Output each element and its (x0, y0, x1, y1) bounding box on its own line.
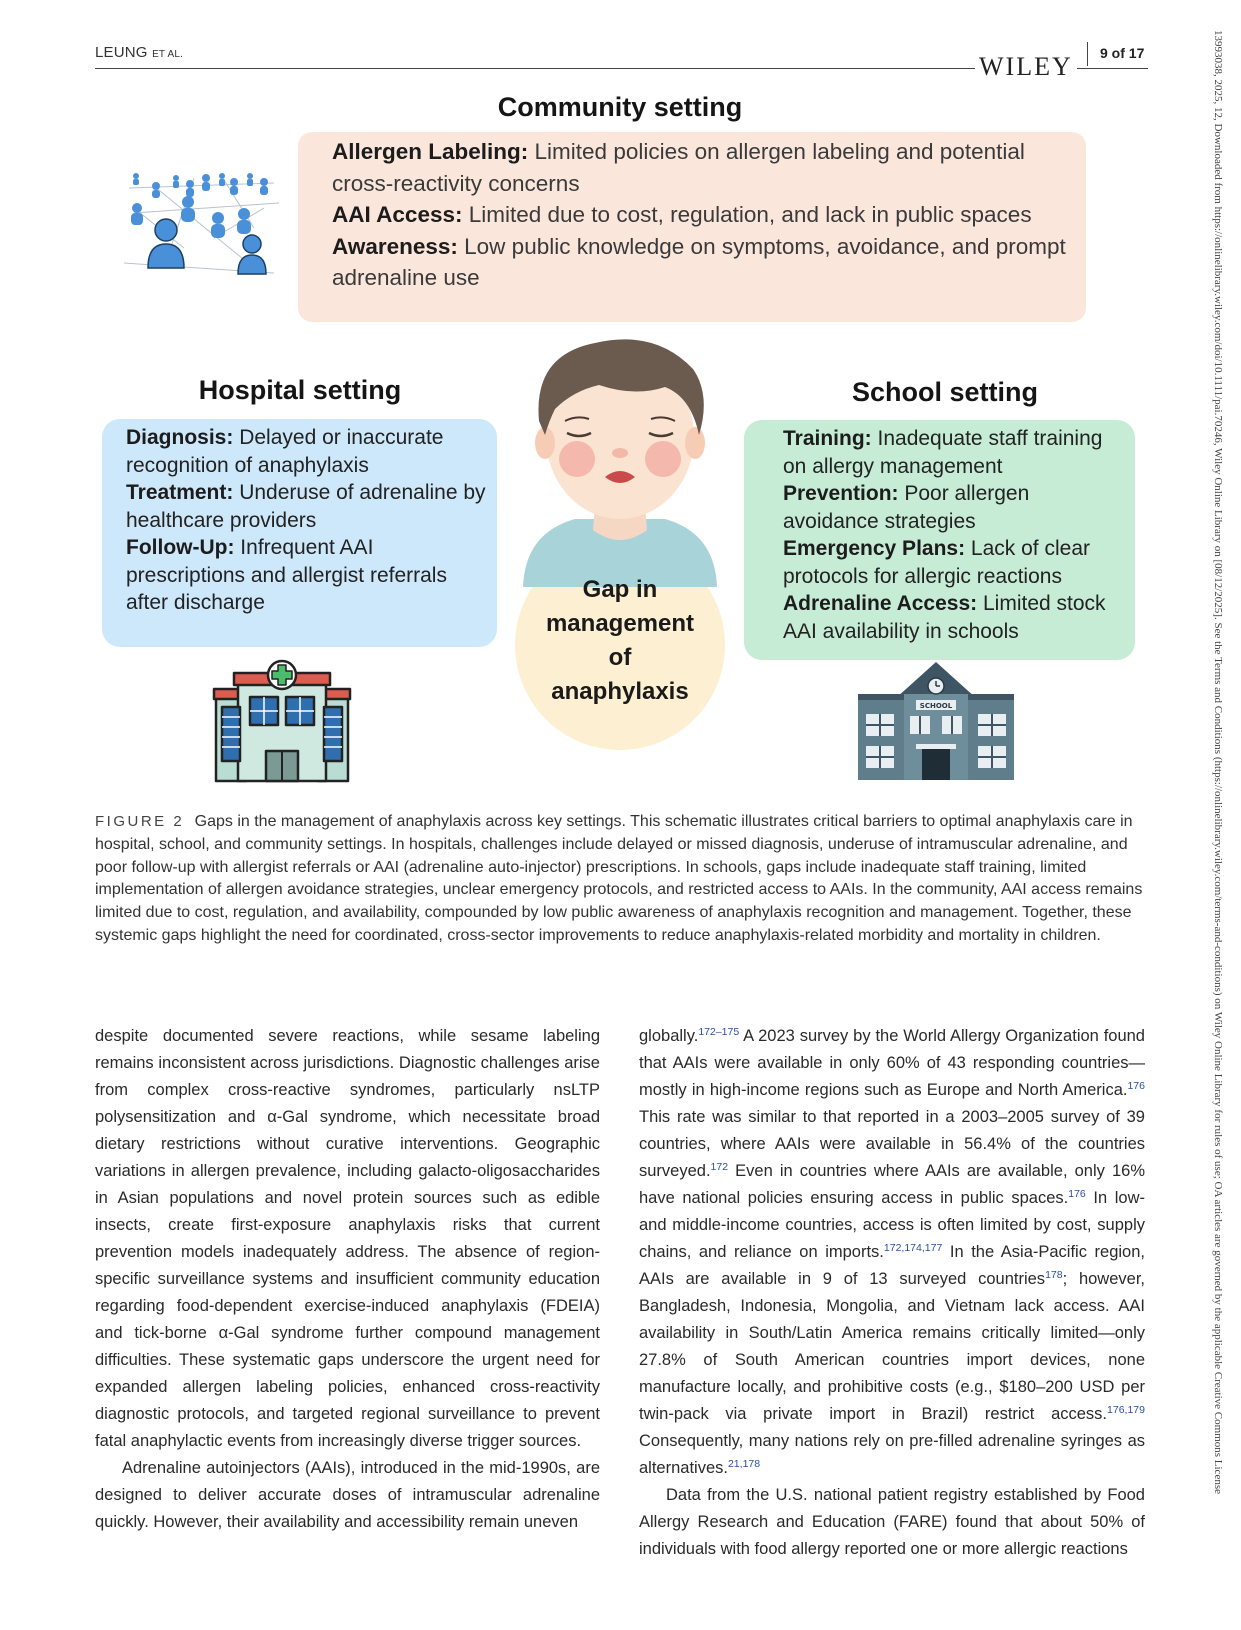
school-building-icon (856, 656, 1016, 781)
citation[interactable]: 172,174,177 (883, 1242, 943, 1254)
school-item: Training: Inadequate staff training on allergy management (783, 427, 1103, 478)
hospital-building-icon (212, 655, 352, 785)
community-setting-box (298, 132, 1086, 322)
school-setting-title: School setting (851, 377, 1038, 407)
gap-title-line: anaphylaxis (551, 678, 689, 705)
paragraph: globally.$^{172-175}$ A 2023 survey by the World Allergy Organization found that AAIs were available in only 60% of 43 responding countries—mostly in high-income regions such as Europe and North America.$^{176}$ This rate was similar to that reported in a 2003–2005 survey of 39 countries, where AAIs were available in 56.4% of the countries surveyed.$^{172}$ Even in countries where AAIs are available, only 16% have national policies ensuring access in public spaces.$^{176}$ In low- and middle-income countries, access is often limited by cost, supply chains, and reliance on imports.$^{172,174,177}$ In the Asia-Pacific region, AAIs are available in 9 of 13 surveyed countries$^{178}$; however, Bangladesh, Indonesia, Mongolia, and Vietnam lack access. AAI availability in South/Latin America remains critically limited—only 27.8% of South American countries import devices, none manufacture locally, and prohibitive costs (e.g., $180–200 USD per twin-pack via private import in Brazil) restrict access.$^{176,179}$ Consequently, many nations rely on pre-filled adrenaline syringes as alternatives.$^{21,178}$ (639, 1026, 1145, 1477)
hospital-item: Diagnosis: Delayed or inaccurate recognition of anaphylaxis (126, 426, 444, 477)
figure-label: FIGURE 2 (95, 813, 185, 830)
community-network-icon (124, 168, 284, 286)
caption-text: Gaps in the management of anaphylaxis across key settings. This schematic illustrates critical barriers to optimal anaphylaxis care in hospital, school, and community settings. In hospitals, challenges include delayed or missed diagnosis, underuse of intramuscular adrenaline, and poor follow-up with allergist referrals or AAI (adrenaline auto-injector) prescriptions. In schools, gaps include inadequate staff training, limited implementation of allergen avoidance strategies, unclear emergency protocols, and restricted access to AAIs. In the community, AAI access remains limited due to cost, regulation, and availability, compounded by low public awareness of anaphylaxis recognition and management. Together, these systemic gaps highlight the need for coordinated, cross-sector improvements to reduce anaphylaxis-related morbidity and mortality in children. (95, 813, 1143, 944)
community-setting-title: Community setting (497, 92, 743, 122)
school-setting-box (744, 420, 1135, 660)
gap-title-line: management (545, 610, 695, 637)
citation[interactable]: 21,178 (727, 1458, 761, 1470)
citation[interactable]: 176 (1127, 1080, 1145, 1092)
hospital-item: Follow-Up: Infrequent AAI prescriptions and allergist referrals after discharge (126, 536, 447, 614)
body-column-left (95, 1023, 600, 1536)
community-item: Awareness: Low public knowledge on symptoms, avoidance, and prompt adrenaline use (332, 233, 1066, 290)
page-number: 9 of 17 (1100, 45, 1145, 61)
school-item: Emergency Plans: Lack of clear protocols for allergic reactions (783, 537, 1090, 588)
school-item: Prevention: Poor allergen avoidance strategies (783, 482, 1030, 533)
school-sign: SCHOOL (919, 702, 953, 710)
paragraph: despite documented severe reactions, while sesame labeling remains inconsistent across jurisdictions. Diagnostic challenges arise from complex cross-reactive syndromes, particularly nsLTP polysensitization and α-Gal syndrome, which necessitate broad dietary restrictions without curative interventions. Geographic variations in allergen prevalence, including galacto-oligosaccharides in Asian populations and novel protein sources such as edible insects, create first-exposure anaphylaxis risks that current prevention models inadequately address. The absence of region-specific surveillance systems and insufficient community education regarding food-dependent exercise-induced anaphylaxis (FDEIA) and tick-borne α-Gal syndrome further compound management difficulties. These systematic gaps underscore the urgent need for expanded allergen labeling policies, enhanced cross-reactivity diagnostic protocols, and targeted regional surveillance to prevent fatal anaphylactic events from increasingly diverse trigger sources. (95, 1027, 600, 1450)
gap-title (525, 573, 715, 709)
gap-title-line: of (608, 644, 632, 671)
header-divider (1087, 42, 1088, 66)
paragraph: Data from the U.S. national patient registry established by Food Allergy Research and Education (FARE) found that about 50% of individuals with food allergy reported one or more allergic reactions (639, 1486, 1145, 1558)
download-notice: 13993038, 2025, 12, Downloaded from https://onlinelibrary.wiley.com/doi/10.1111/pai.70246, Wiley Online Library on [08/12/2025]. See the Terms and Conditions (https://onlinelibrary.wiley.com/terms-and-conditions) on Wiley Online Library for rules of use; OA articles are governed by the applicable Creative Commons License (1212, 30, 1224, 1494)
community-item: AAI Access: Limited due to cost, regulation, and lack in public spaces (332, 202, 1032, 227)
publisher-logo: WILEY (975, 52, 1077, 82)
citation[interactable]: 176,179 (1107, 1404, 1145, 1416)
hospital-setting-box (102, 419, 497, 647)
hospital-setting-title: Hospital setting (198, 375, 402, 405)
figure-caption (95, 811, 1145, 948)
sick-child-illustration (515, 325, 725, 590)
community-item: Allergen Labeling: Limited policies on allergen labeling and potential cross-reactivity concerns (332, 139, 1025, 196)
school-item: Adrenaline Access: Limited stock AAI availability in schools (783, 592, 1106, 643)
citation[interactable]: 176 (1068, 1188, 1086, 1200)
citation[interactable]: 172 (710, 1161, 729, 1173)
running-head-author: LEUNG ET AL. (95, 44, 184, 61)
citation[interactable]: 172–175 (698, 1026, 740, 1038)
paragraph: Adrenaline autoinjectors (AAIs), introduced in the mid-1990s, are designed to deliver accurate doses of intramuscular adrenaline quickly. However, their availability and accessibility remain uneven (95, 1459, 600, 1531)
citation[interactable]: 178 (1045, 1269, 1063, 1281)
hospital-item: Treatment: Underuse of adrenaline by healthcare providers (126, 481, 486, 532)
gap-title-line: Gap in (582, 576, 658, 603)
body-column-right (639, 1023, 1145, 1563)
